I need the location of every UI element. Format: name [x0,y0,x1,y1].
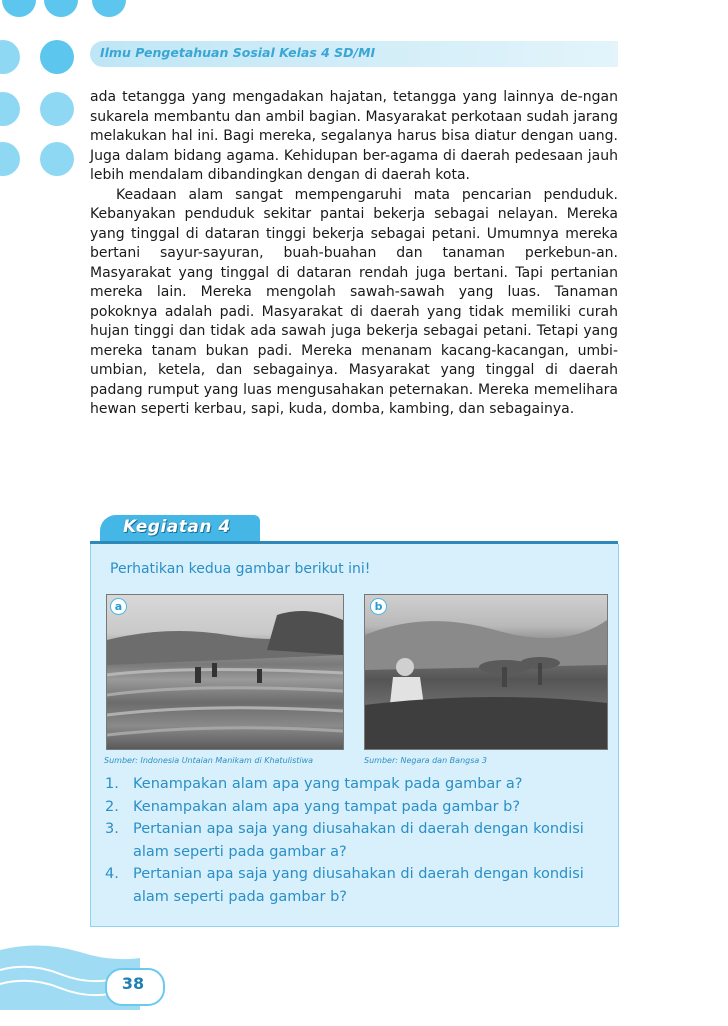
paragraph: Keadaan alam sangat mempengaruhi mata pencarian penduduk. Kebanyakan penduduk sekitar pantai bekerja sebagai nelayan. Mereka yang tinggal di dataran tinggi bekerja sebagai petani. Umumnya mereka bertani sayur-sayuran, buah-buahan dan tanaman perkebun-an. Masyarakat yang tinggal di dataran rendah juga bertani. Tapi pertanian mereka lain. Mereka mengolah sawah-sawah yang luas. Tanaman pokoknya adalah padi. Masyarakat di daerah yang tidak memiliki curah hujan tinggi dan tidak ada sawah juga bekerja sebagai petani. Tetapi yang mereka tanam bukan padi. Mereka menanam kacang-kacangan, umbi-umbian, ketela, dan sebagainya. Masyarakat yang tinggal di daerah padang rumput yang luas mengusahakan peternakan. Mereka memelihara hewan seperti kerbau, sapi, kuda, domba, kambing, dan sebagainya. [90,186,618,417]
running-header: Ilmu Pengetahuan Sosial Kelas 4 SD/MI [100,45,376,60]
photo-rice-terraces [106,594,344,750]
question-list [105,773,617,908]
question-number: 2. [105,798,119,815]
question-text: Kenampakan alam apa yang tampak pada gambar a? [133,776,523,792]
photo-tea-plantation [364,594,608,750]
activity-title: Kegiatan 4 [123,517,231,537]
photo-b-illustration [365,595,607,749]
question-item [105,863,617,908]
body-text [90,88,618,420]
image-source-a: Sumber: Indonesia Untaian Manikam di Khatulistiwa [104,756,314,765]
decorative-dot [40,92,74,126]
question-number: 1. [105,776,119,792]
decorative-dot [2,0,36,17]
image-label-a: a [110,598,127,615]
decorative-dot [92,0,126,17]
question-item [105,773,617,796]
decorative-dot [0,142,20,176]
image-source-b: Sumber: Negara dan Bangsa 3 [364,756,487,765]
paragraph: ada tetangga yang mengadakan hajatan, tetangga yang lainnya de-ngan sukarela membantu dan ambil bagian. Masyarakat perkotaan sudah jarang melakukan hal ini. Bagi mereka, segalanya harus bisa diatur dengan uang. Juga dalam bidang agama. Kehidupan ber-agama di daerah pedesaan jauh lebih mendalam dibandingkan dengan di daerah kota. [90,89,618,183]
decorative-dot [0,92,20,126]
decorative-dot [40,142,74,176]
page-number: 38 [121,974,145,993]
activity-intro: Perhatikan kedua gambar berikut ini! [110,561,371,577]
question-number: 3. [105,821,119,837]
image-label-b: b [370,598,387,615]
question-item [105,818,617,863]
decorative-dot [44,0,78,17]
photo-a-illustration [107,595,343,749]
question-text: Kenampakan alam apa yang tampat pada gambar b? [133,798,521,815]
question-text: Pertanian apa saja yang diusahakan di daerah dengan kondisi alam seperti pada gambar a? [133,821,584,860]
question-item [105,796,617,819]
decorative-dot [0,40,20,74]
decorative-dot [40,40,74,74]
question-text: Pertanian apa saja yang diusahakan di daerah dengan kondisi alam seperti pada gambar b? [133,866,584,905]
question-number: 4. [105,866,119,882]
